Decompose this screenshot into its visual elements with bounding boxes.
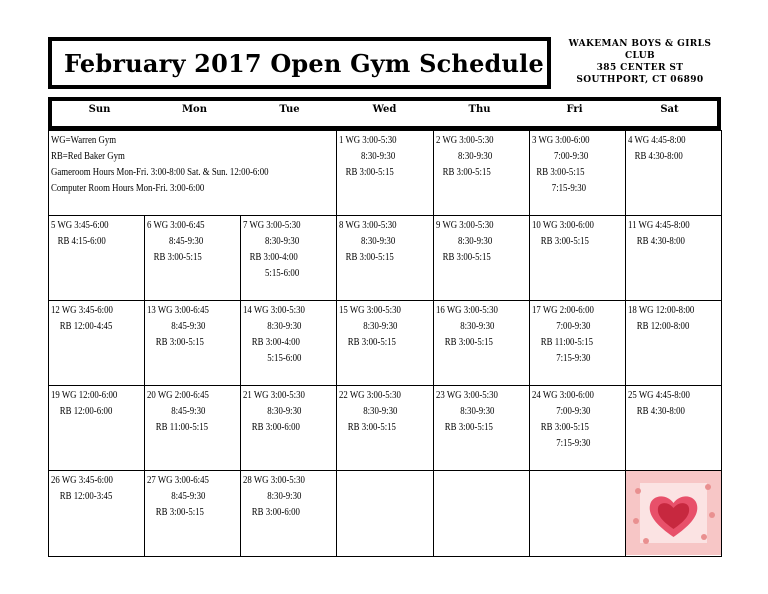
day-cell xyxy=(530,301,626,386)
day-schedule-line: 8:30-9:30 xyxy=(339,321,398,332)
day-cell xyxy=(241,471,337,557)
day-schedule-line: RB 3:00-5:15 xyxy=(147,337,204,348)
club-name-line2: CLUB xyxy=(624,51,656,61)
day-schedule-line: 8:30-9:30 xyxy=(243,321,302,332)
day-schedule-first-line: 10 WG 3:00-6:00 xyxy=(532,220,594,231)
day-cell xyxy=(337,216,434,301)
day-cell xyxy=(434,386,530,471)
club-address: 385 CENTER ST xyxy=(596,63,684,73)
day-cell xyxy=(337,301,434,386)
calendar-week-row xyxy=(49,471,722,557)
day-header-mon: Mon xyxy=(181,104,207,115)
day-cell xyxy=(145,301,241,386)
title-box xyxy=(48,37,551,89)
day-schedule-line: 8:30-9:30 xyxy=(243,236,300,247)
day-cell xyxy=(337,386,434,471)
heart-icon xyxy=(626,471,721,555)
calendar-grid xyxy=(48,130,722,557)
day-cell xyxy=(626,131,722,216)
day-schedule-first-line: 28 WG 3:00-5:30 xyxy=(243,475,305,486)
day-schedule-first-line: 25 WG 4:45-8:00 xyxy=(628,390,690,401)
day-cell xyxy=(49,301,145,386)
calendar-week-row xyxy=(49,386,722,471)
day-cell xyxy=(241,216,337,301)
legend-cell xyxy=(49,131,337,216)
day-schedule-first-line: 1 WG 3:00-5:30 xyxy=(339,135,397,146)
day-schedule-line: RB 12:00-3:45 xyxy=(51,491,113,502)
day-schedule-first-line: 6 WG 3:00-6:45 xyxy=(147,220,205,231)
day-header-thu: Thu xyxy=(468,104,491,115)
legend-line: Computer Room Hours Mon-Fri. 3:00-6:00 xyxy=(51,183,205,194)
day-schedule-line: RB 3:00-5:15 xyxy=(436,337,493,348)
day-schedule-line: 7:15-9:30 xyxy=(532,353,591,364)
day-schedule-line: RB 4:15-6:00 xyxy=(51,236,106,247)
day-schedule-line: RB 3:00-5:15 xyxy=(147,507,204,518)
day-schedule-first-line: 19 WG 12:00-6:00 xyxy=(51,390,118,401)
day-schedule-first-line: 12 WG 3:45-6:00 xyxy=(51,305,113,316)
day-schedule-first-line: 26 WG 3:45-6:00 xyxy=(51,475,113,486)
day-schedule-line: 8:45-9:30 xyxy=(147,236,204,247)
day-schedule-first-line: 14 WG 3:00-5:30 xyxy=(243,305,305,316)
day-schedule-line: 7:00-9:30 xyxy=(532,406,591,417)
day-schedule-line: RB 4:30-8:00 xyxy=(628,406,685,417)
club-city: SOUTHPORT, CT 06890 xyxy=(576,75,704,85)
day-schedule-line: 8:30-9:30 xyxy=(436,321,495,332)
legend-line: Gameroom Hours Mon-Fri. 3:00-8:00 Sat. & Sun. 12:00-6:00 xyxy=(51,167,269,178)
day-schedule-first-line: 15 WG 3:00-5:30 xyxy=(339,305,401,316)
day-schedule-line: 8:30-9:30 xyxy=(339,406,398,417)
day-schedule-line: RB 4:30-8:00 xyxy=(628,236,685,247)
day-schedule-line: 5:15-6:00 xyxy=(243,268,300,279)
day-schedule-line: RB 3:00-6:00 xyxy=(243,507,300,518)
day-schedule-line: 8:30-9:30 xyxy=(243,491,302,502)
day-schedule-first-line: 3 WG 3:00-6:00 xyxy=(532,135,590,146)
day-cell xyxy=(530,131,626,216)
calendar-week-row xyxy=(49,131,722,216)
day-cell xyxy=(530,386,626,471)
day-cell xyxy=(241,386,337,471)
day-schedule-line: 8:45-9:30 xyxy=(147,491,206,502)
day-schedule-line: RB 3:00-5:15 xyxy=(339,252,394,263)
legend-line: RB=Red Baker Gym xyxy=(51,151,125,162)
day-header-tue: Tue xyxy=(279,104,300,115)
day-schedule-line: RB 3:00-6:00 xyxy=(243,422,300,433)
day-header-bar xyxy=(48,97,721,130)
day-cell xyxy=(145,386,241,471)
day-schedule-line: RB 4:30-8:00 xyxy=(628,151,683,162)
day-cell xyxy=(626,216,722,301)
day-schedule-first-line: 16 WG 3:00-5:30 xyxy=(436,305,498,316)
club-name-line1: WAKEMAN BOYS & GIRLS xyxy=(568,39,712,49)
day-schedule-line: RB 3:00-5:15 xyxy=(339,167,394,178)
day-schedule-line: RB 3:00-5:15 xyxy=(339,337,396,348)
day-cell xyxy=(530,216,626,301)
heart-decoration-cell xyxy=(626,471,722,557)
day-schedule-first-line: 2 WG 3:00-5:30 xyxy=(436,135,494,146)
empty-day-cell xyxy=(530,471,626,557)
day-schedule-first-line: 13 WG 3:00-6:45 xyxy=(147,305,209,316)
day-schedule-line: 8:30-9:30 xyxy=(339,236,396,247)
page-title: February 2017 Open Gym Schedule xyxy=(64,48,544,78)
day-schedule-line: RB 3:00-5:15 xyxy=(532,422,589,433)
day-cell xyxy=(626,301,722,386)
day-schedule-line: 8:30-9:30 xyxy=(243,406,302,417)
day-schedule-line: RB 3:00-4:00 xyxy=(243,337,300,348)
day-cell xyxy=(145,216,241,301)
day-schedule-line: 7:15-9:30 xyxy=(532,183,587,194)
day-schedule-first-line: 24 WG 3:00-6:00 xyxy=(532,390,594,401)
day-schedule-first-line: 27 WG 3:00-6:45 xyxy=(147,475,209,486)
day-header-fri: Fri xyxy=(566,104,583,115)
day-cell xyxy=(49,471,145,557)
calendar-week-row xyxy=(49,216,722,301)
legend-line: WG=Warren Gym xyxy=(51,135,117,146)
day-cell xyxy=(241,301,337,386)
calendar-week-row xyxy=(49,301,722,386)
day-schedule-first-line: 11 WG 4:45-8:00 xyxy=(628,220,690,231)
day-cell xyxy=(49,216,145,301)
day-schedule-line: RB 11:00-5:15 xyxy=(532,337,594,348)
day-cell xyxy=(145,471,241,557)
day-schedule-line: 7:00-9:30 xyxy=(532,321,591,332)
day-schedule-line: RB 12:00-8:00 xyxy=(628,321,690,332)
day-cell xyxy=(434,216,530,301)
day-schedule-first-line: 23 WG 3:00-5:30 xyxy=(436,390,498,401)
day-schedule-first-line: 18 WG 12:00-8:00 xyxy=(628,305,695,316)
day-schedule-line: RB 3:00-4:00 xyxy=(243,252,298,263)
day-schedule-first-line: 5 WG 3:45-6:00 xyxy=(51,220,109,231)
day-schedule-line: 8:30-9:30 xyxy=(436,236,493,247)
day-header-sun: Sun xyxy=(88,104,111,115)
day-schedule-line: RB 12:00-6:00 xyxy=(51,406,113,417)
day-schedule-line: 8:30-9:30 xyxy=(436,406,495,417)
day-schedule-line: 8:30-9:30 xyxy=(339,151,396,162)
day-schedule-first-line: 9 WG 3:00-5:30 xyxy=(436,220,494,231)
day-cell xyxy=(434,301,530,386)
day-schedule-line: RB 11:00-5:15 xyxy=(147,422,209,433)
day-schedule-line: 7:00-9:30 xyxy=(532,151,589,162)
day-cell xyxy=(49,386,145,471)
day-schedule-line: 8:45-9:30 xyxy=(147,321,206,332)
day-schedule-line: 8:30-9:30 xyxy=(436,151,493,162)
day-schedule-first-line: 21 WG 3:00-5:30 xyxy=(243,390,305,401)
day-schedule-line: 5:15-6:00 xyxy=(243,353,302,364)
day-schedule-first-line: 17 WG 2:00-6:00 xyxy=(532,305,594,316)
day-schedule-line: 8:45-9:30 xyxy=(147,406,206,417)
day-schedule-first-line: 7 WG 3:00-5:30 xyxy=(243,220,301,231)
club-info xyxy=(560,38,720,86)
day-schedule-first-line: 4 WG 4:45-8:00 xyxy=(628,135,686,146)
day-schedule-first-line: 22 WG 3:00-5:30 xyxy=(339,390,401,401)
day-schedule-line: RB 3:00-5:15 xyxy=(532,167,585,178)
day-schedule-first-line: 8 WG 3:00-5:30 xyxy=(339,220,397,231)
day-cell xyxy=(434,131,530,216)
empty-day-cell xyxy=(434,471,530,557)
day-schedule-line: RB 12:00-4:45 xyxy=(51,321,113,332)
day-schedule-line: RB 3:00-5:15 xyxy=(147,252,202,263)
day-schedule-line: RB 3:00-5:15 xyxy=(339,422,396,433)
day-header-sat: Sat xyxy=(660,104,679,115)
empty-day-cell xyxy=(337,471,434,557)
day-cell xyxy=(626,386,722,471)
day-schedule-line: RB 3:00-5:15 xyxy=(436,167,491,178)
day-schedule-line: 7:15-9:30 xyxy=(532,438,591,449)
day-header-wed: Wed xyxy=(372,104,397,115)
day-schedule-line: RB 3:00-5:15 xyxy=(436,422,493,433)
day-schedule-first-line: 20 WG 2:00-6:45 xyxy=(147,390,209,401)
day-cell xyxy=(337,131,434,216)
day-schedule-line: RB 3:00-5:15 xyxy=(436,252,491,263)
day-schedule-line: RB 3:00-5:15 xyxy=(532,236,589,247)
